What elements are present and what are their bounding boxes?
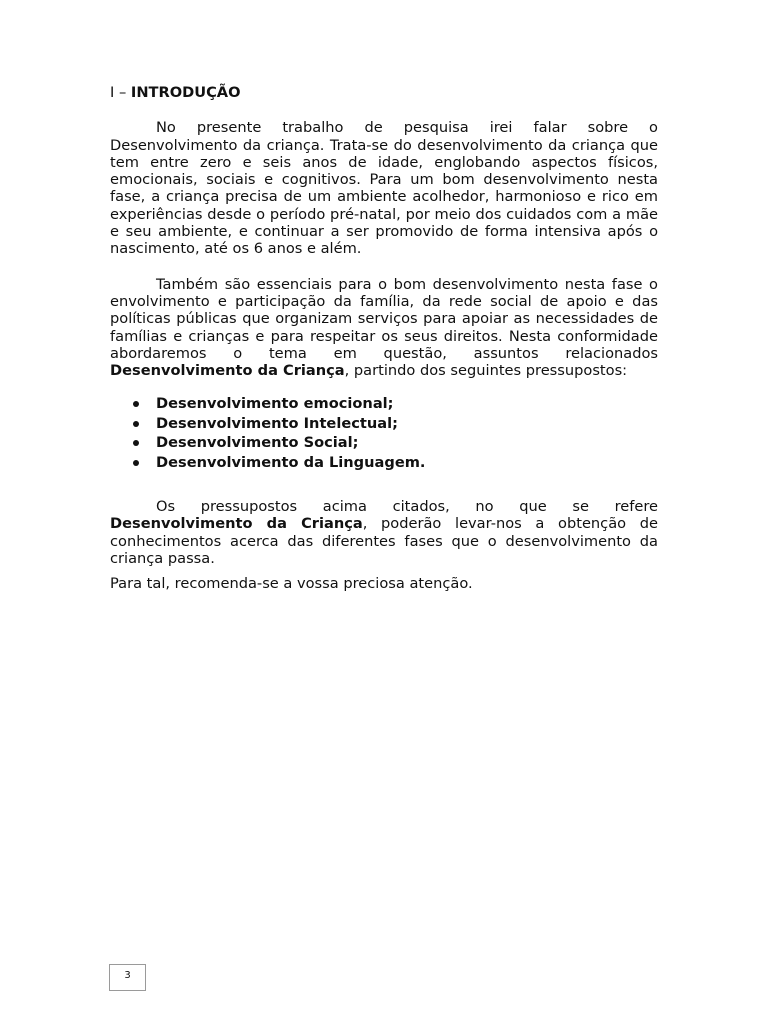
bullet-icon: [133, 440, 139, 446]
document-page: [110, 84, 658, 593]
intro-paragraph-2: [110, 276, 658, 380]
paragraph-2-text-start: Também são essenciais para o bom desenvolvimento nesta fase o envolvimento e participação da família, da rede social de apoio e das políticas públicas que organizam serviços para apoiar as necessidades de famílias e crianças e para respeitar os seus direitos. Nesta conformidade abordaremos o tema em questão, assuntos relacionados: [110, 275, 658, 362]
closing-sentence: Para tal, recomenda-se a vossa preciosa atenção.: [110, 575, 473, 593]
page-number-box: 3: [109, 964, 146, 991]
bullet-icon: [133, 421, 139, 427]
paragraph-3-text-end: , poderão levar-nos a obtenção de conhecimentos acerca das diferentes fases que o desenvolvimento da criança passa.: [110, 515, 658, 567]
paragraph-3-text-start: Os pressupostos acima citados, no que se refere: [156, 498, 658, 516]
paragraph-3-bold-term: Desenvolvimento da Criança: [110, 515, 363, 533]
bullet-icon: [133, 401, 139, 407]
list-item: [156, 394, 658, 413]
section-number: I –: [110, 84, 131, 101]
list-item-text: Desenvolvimento Social;: [156, 434, 359, 452]
section-heading: [110, 84, 658, 101]
bullet-icon: [133, 460, 139, 466]
paragraph-2-text-end: , partindo dos seguintes pressupostos:: [344, 362, 628, 380]
section-title: INTRODUÇÃO: [130, 84, 241, 101]
intro-paragraph-1: No presente trabalho de pesquisa irei falar sobre o Desenvolvimento da criança. Trata-se do desenvolvimento da criança que tem entre zero e seis anos de idade, englobando aspectos físicos, emocionais, sociais e cognitivos. Para um bom desenvolvimento nesta fase, a criança precisa de um ambiente acolhedor, harmonioso e rico em experiências desde o período pré-natal, por meio dos cuidados com a mãe e seu ambiente, e continuar a ser promovido de forma intensiva após o nascimento, até os 6 anos e além.: [110, 119, 658, 258]
list-item: [156, 453, 658, 472]
list-item-text: Desenvolvimento Intelectual;: [156, 414, 398, 432]
list-item-text: Desenvolvimento emocional;: [156, 395, 394, 413]
intro-paragraph-3: [110, 498, 658, 567]
paragraph-2-bold-term: Desenvolvimento da Criança: [110, 362, 345, 380]
pressupostos-list: [110, 394, 658, 472]
list-item-text: Desenvolvimento da Linguagem.: [156, 453, 426, 471]
list-item: [156, 433, 658, 452]
list-item: [156, 414, 658, 433]
